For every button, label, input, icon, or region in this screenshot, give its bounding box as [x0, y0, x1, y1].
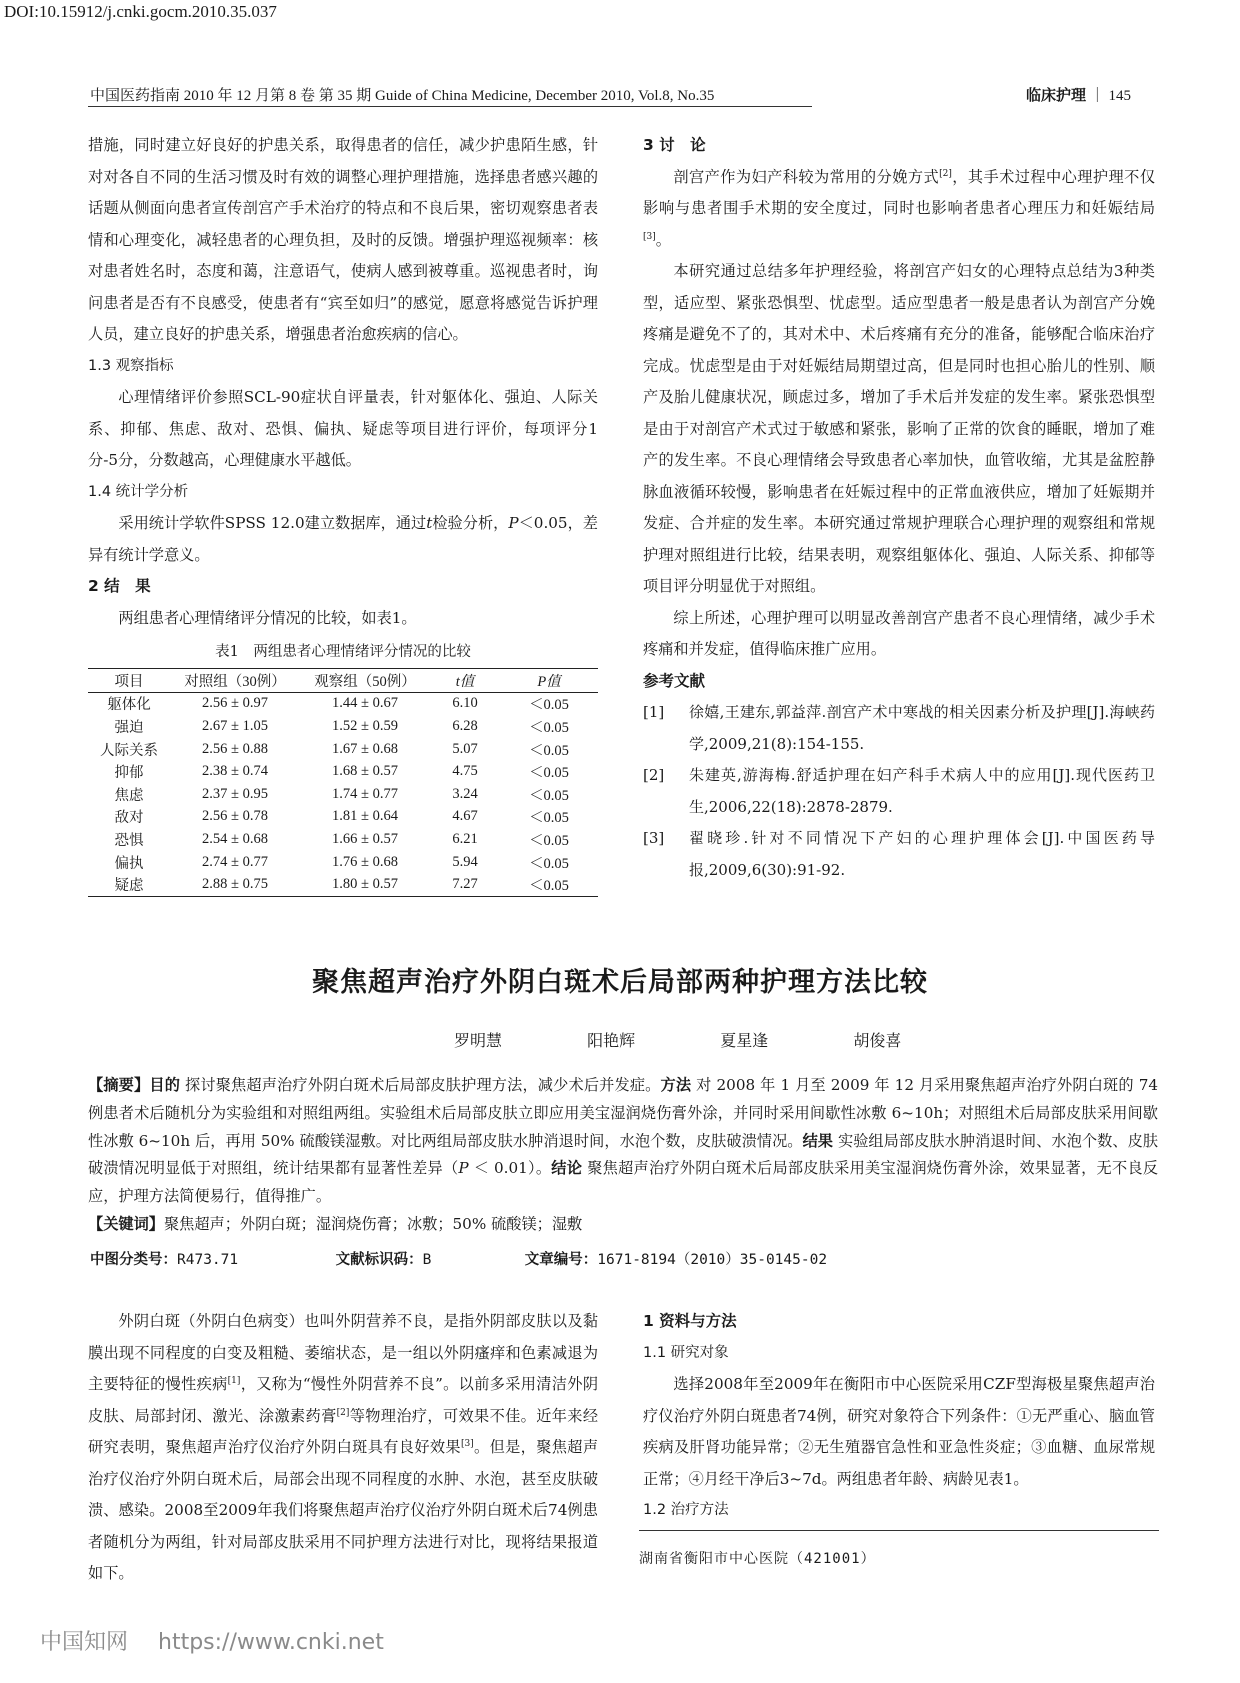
- table-row: [88, 873, 598, 896]
- table-row: [88, 692, 598, 715]
- affiliation-footnote: 湖南省衡阳市中心医院（421001）: [639, 1551, 876, 1567]
- table-cell: 1.67 ± 0.68: [332, 740, 398, 757]
- table-cell: 7.27: [452, 876, 478, 893]
- reference-number: [2]: [643, 766, 665, 784]
- row-label: 疑虑: [114, 878, 144, 895]
- keywords: 【关键词】聚焦超声；外阴白斑；湿润烧伤膏；冰敷；50% 硫酸镁；湿敷: [88, 1214, 583, 1233]
- paragraph: 心理情绪评价参照SCL-90症状自评量表，针对躯体化、强迫、人际关系、抑郁、焦虑、敌对、恐惧、偏执、疑虑等项目进行评价，每项评分1分-5分，分数越高，心理健康水平越低。: [88, 388, 598, 469]
- table-cell: 2.74 ± 0.77: [202, 853, 268, 870]
- table-cell: 1.66 ± 0.57: [332, 830, 398, 847]
- row-label: 抑郁: [114, 765, 144, 782]
- table-cell: ＜0.05: [529, 765, 569, 782]
- row-label: 敌对: [114, 810, 144, 827]
- table-cell: 2.38 ± 0.74: [202, 763, 268, 780]
- table-cell: ＜0.05: [529, 810, 569, 827]
- paragraph: 剖宫产作为妇产科较为常用的分娩方式[2]，其手术过程中心理护理不仅影响与患者围手术期的安全度过，同时也影响者患者心理压力和妊娠结局[3]。: [643, 167, 1156, 249]
- header-rule: [88, 106, 812, 107]
- reference-text: 翟晓珍.针对不同情况下产妇的心理护理体会[J].中国医药导报,2009,6(30):91-92.: [689, 829, 1155, 879]
- paragraph: 本研究通过总结多年护理经验，将剖宫产妇女的心理特点总结为3种类型，适应型、紧张恐惧型、忧虑型。适应型患者一般是患者认为剖宫产分娩疼痛是避免不了的，其对术中、术后疼痛有充分的准备，能够配合临床治疗完成。忧虑型是由于对妊娠结局期望过高，但是同时也担心胎儿的性别、顺产及胎儿健康状况，顾虑过多，增加了手术后并发症的发生率。紧张恐惧型是由于对剖宫产术式过于敏感和紧张，影响了正常的饮食的睡眠，增加了难产的发生率。不良心理情绪会导致患者心率加快，血管收缩，尤其是盆腔静脉血液循环较慢，影响患者在妊娠过程中的正常血液供应，增加了妊娠期并发症、合并症的发生率。本研究通过常规护理联合心理护理的观察组和常规护理对照组进行比较，结果表明，观察组躯体化、强迫、人际关系、抑郁等项目评分明显优于对照组。: [643, 262, 1155, 595]
- watermark: [40, 1625, 384, 1656]
- table-cell: 2.54 ± 0.68: [202, 830, 268, 847]
- table-cell: 1.76 ± 0.68: [332, 853, 398, 870]
- running-header: 中国医药指南 2010 年 12 月第 8 卷 第 35 期 Guide of China Medicine, December 2010, Vol.8, No.35: [90, 88, 715, 104]
- authors: [454, 1028, 941, 1051]
- row-label: 人际关系: [100, 742, 158, 759]
- table-cell: 3.24: [452, 785, 478, 802]
- table-cell: 1.74 ± 0.77: [332, 785, 398, 802]
- reference-item: [643, 697, 1155, 760]
- table-cell: 6.28: [452, 717, 478, 734]
- paragraph: 外阴白斑（外阴白色病变）也叫外阴营养不良，是指外阴部皮肤以及黏膜出现不同程度的白变及粗糙、萎缩状态，是一组以外阴瘙痒和色素减退为主要特征的慢性疾病[1]，又称为“慢性外阴营养不良”。以前多采用清洁外阴皮肤、局部封闭、激光、涂激素药膏[2]等物理治疗，可效果不佳。近年来经研究表明，聚焦超声治疗仪治疗外阴白斑具有良好效果[3]。但是，聚焦超声治疗仪治疗外阴白斑术后，局部会出现不同程度的水肿、水泡，甚至皮肤破溃、感染。2008至2009年我们将聚焦超声治疗仪治疗外阴白斑术后74例患者随机分为两组，针对局部皮肤采用不同护理方法进行对比，现将结果报道如下。: [88, 1312, 599, 1582]
- section-heading: 3 讨 论: [643, 136, 706, 154]
- table-cell: 5.07: [452, 740, 478, 757]
- table-cell: 5.94: [452, 853, 478, 870]
- abstract: [88, 1072, 1158, 1239]
- article-title: 聚焦超声治疗外阴白斑术后局部两种护理方法比较: [312, 967, 928, 998]
- col-header: 观察组（50例）: [314, 673, 416, 690]
- paragraph: 采用统计学软件SPSS 12.0建立数据库，通过t检验分析，P＜0.05，差异有统计学意义。: [88, 514, 598, 564]
- paragraph: 综上所述，心理护理可以明显改善剖宫产患者不良心理情绪，减少手术疼痛和并发症，值得临床推广应用。: [643, 608, 1155, 658]
- page-number: 145: [1108, 88, 1132, 104]
- watermark-url: https://www.cnki.net: [158, 1630, 384, 1655]
- author: 胡俊喜: [853, 1031, 902, 1050]
- doi: DOI:10.15912/j.cnki.gocm.2010.35.037: [4, 2, 277, 21]
- paragraph: 两组患者心理情绪评分情况的比较，如表1。: [118, 608, 417, 627]
- body-right-column: [643, 1306, 1155, 1527]
- table-header-row: [88, 669, 598, 693]
- references-heading: 参考文献: [643, 671, 706, 690]
- abstract-text: 【摘要】目的 探讨聚焦超声治疗外阴白斑术后局部皮肤护理方法，减少术后并发症。方法 对 2008 年 1 月至 2009 年 12 月采用聚焦超声治疗外阴白斑的 74 例患者术后随机分为实验组和对照组两组。实验组术后局部皮肤立即应用美宝湿润烧伤膏外涂，并同时采用间歇性冰敷 6~10h；对照组术后局部皮肤采用间歇性冰敷 6~10h 后，再用 50% 硫酸镁湿敷。对比两组局部皮肤水肿消退时间，水泡个数，皮肤破溃情况。结果 实验组局部皮肤水肿消退时间、水泡个数、皮肤破溃情况明显低于对照组，统计结果都有显著性差异（P ＜ 0.01）。结论 聚焦超声治疗外阴白斑术后局部皮肤采用美宝湿润烧伤膏外涂，效果显著，无不良反应，护理方法简便易行，值得推广。: [88, 1076, 1159, 1206]
- section-heading: 1 资料与方法: [643, 1312, 737, 1330]
- section-heading: 1.4 统计学分析: [88, 483, 189, 500]
- classification-line: 中图分类号：R473.71 文献标识码：B 文章编号：1671-8194（2010）35-0145-02: [90, 1252, 828, 1268]
- table-cell: ＜0.05: [529, 742, 569, 759]
- table-cell: 2.56 ± 0.78: [202, 808, 268, 825]
- header-section: [1026, 84, 1131, 105]
- col-header: P值: [537, 673, 561, 690]
- table-cell: 1.80 ± 0.57: [332, 876, 398, 893]
- table-row: [88, 760, 598, 783]
- right-column: [643, 130, 1155, 886]
- reference-number: [1]: [643, 703, 665, 721]
- table-cell: 4.75: [452, 763, 478, 780]
- table-cell: 1.44 ± 0.67: [332, 695, 398, 712]
- row-label: 躯体化: [107, 697, 151, 714]
- table-cell: ＜0.05: [529, 855, 569, 872]
- table-cell: 4.67: [452, 808, 478, 825]
- table-cell: 2.56 ± 0.97: [202, 695, 268, 712]
- table-cell: ＜0.05: [529, 697, 569, 714]
- data-table: [88, 668, 598, 897]
- section-name: 临床护理: [1026, 86, 1087, 104]
- table-cell: ＜0.05: [529, 878, 569, 895]
- header-sep: ｜: [1089, 88, 1105, 104]
- footnote-rule: [639, 1530, 1159, 1531]
- table-row: [88, 715, 598, 738]
- section-heading: 1.3 观察指标: [88, 357, 174, 374]
- section-heading: 1.1 研究对象: [643, 1344, 729, 1361]
- table-row: [88, 828, 598, 851]
- row-label: 偏执: [114, 855, 144, 872]
- row-label: 焦虑: [114, 787, 144, 804]
- table-cell: 1.81 ± 0.64: [332, 808, 398, 825]
- col-header: t值: [455, 673, 475, 690]
- reference-text: 朱建英,游海梅.舒适护理在妇产科手术病人中的应用[J].现代医药卫生,2006,22(18):2878-2879.: [689, 766, 1155, 816]
- section-heading: 2 结 果: [88, 577, 151, 595]
- left-column: [88, 130, 598, 634]
- references-list: [643, 697, 1155, 886]
- row-label: 强迫: [114, 719, 144, 736]
- reference-number: [3]: [643, 829, 665, 847]
- reference-text: 徐嬉,王建东,郭益萍.剖宫产术中寒战的相关因素分析及护理[J].海峡药学,2009,21(8):154-155.: [689, 703, 1155, 753]
- col-header: 项目: [114, 673, 144, 690]
- table-cell: 6.21: [452, 830, 478, 847]
- watermark-cn: 中国知网: [40, 1630, 129, 1655]
- author: 罗明慧: [454, 1031, 503, 1050]
- body-left-column: [88, 1306, 598, 1590]
- table-cell: 1.52 ± 0.59: [332, 717, 398, 734]
- table-cell: 2.88 ± 0.75: [202, 876, 268, 893]
- author: 阳艳辉: [587, 1031, 636, 1050]
- table-cell: 2.56 ± 0.88: [202, 740, 268, 757]
- table-row: [88, 783, 598, 806]
- col-header: 对照组（30例）: [184, 673, 286, 690]
- paragraph: 措施，同时建立好良好的护患关系，取得患者的信任，减少护患陌生感，针对对各自不同的生活习惯及时有效的调整心理护理措施，选择患者感兴趣的话题从侧面向患者宣传剖宫产手术治疗的特点和不良后果，密切观察患者表情和心理变化，减轻患者的心理负担，及时的反馈。增强护理巡视频率：核对患者姓名时，态度和蔼，注意语气，使病人感到被尊重。巡视患者时，询问患者是否有不良感受，使患者有“宾至如归”的感觉，愿意将感觉告诉护理人员，建立良好的护患关系，增强患者治愈疾病的信心。: [88, 136, 598, 343]
- table-cell: 2.37 ± 0.95: [202, 785, 268, 802]
- paragraph: 选择2008年至2009年在衡阳市中心医院采用CZF型海极星聚焦超声治疗仪治疗外阴白斑患者74例，研究对象符合下列条件：①无严重心、脑血管疾病及肝肾功能异常；②无生殖器官急性和亚急性炎症；③血糖、血尿常规正常；④月经干净后3~7d。两组患者年龄、病龄见表1。: [643, 1375, 1155, 1488]
- reference-item: [643, 760, 1155, 823]
- table-cell: ＜0.05: [529, 787, 569, 804]
- table-row: [88, 851, 598, 874]
- table-row: [88, 806, 598, 829]
- table-cell: ＜0.05: [529, 719, 569, 736]
- author: 夏星逢: [720, 1031, 769, 1050]
- table-row: [88, 738, 598, 761]
- section-heading: 1.2 治疗方法: [643, 1502, 729, 1518]
- row-label: 恐惧: [114, 832, 144, 849]
- table-caption: 表1 两组患者心理情绪评分情况的比较: [215, 644, 471, 660]
- table-cell: ＜0.05: [529, 832, 569, 849]
- table-cell: 6.10: [452, 695, 478, 712]
- table-cell: 2.67 ± 1.05: [202, 717, 268, 734]
- table-1: [88, 668, 598, 897]
- table-cell: 1.68 ± 0.57: [332, 763, 398, 780]
- reference-item: [643, 823, 1155, 886]
